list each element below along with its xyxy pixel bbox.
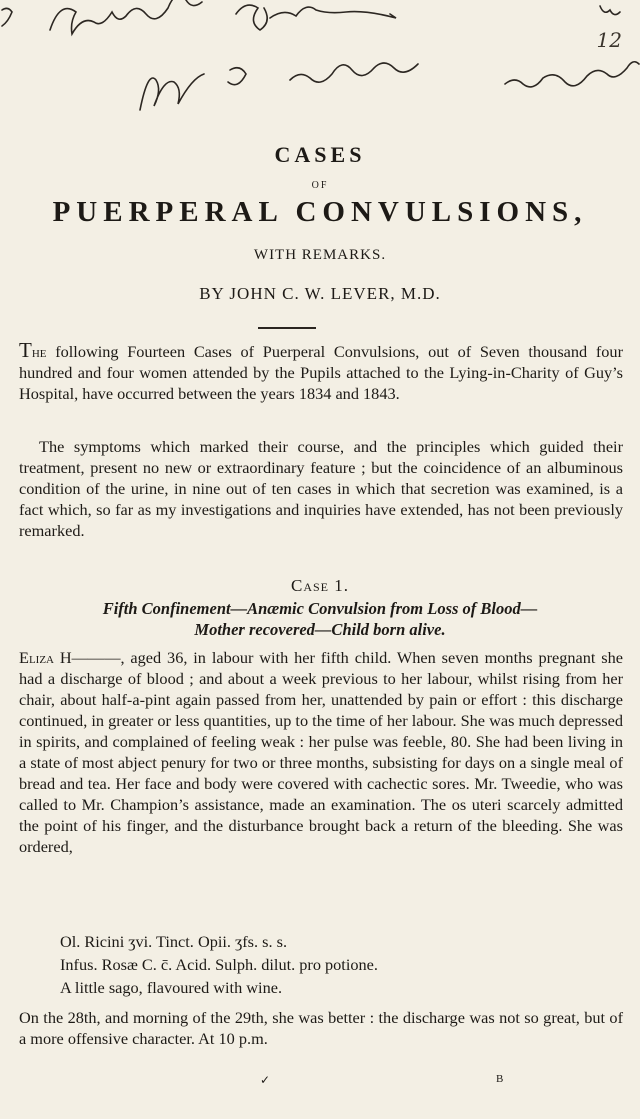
continuation-paragraph: On the 28th, and morning of the 29th, she was better : the discharge was not so great, but of a more offensive character. At 10 p.m. — [19, 1008, 623, 1048]
title-remarks: WITH REMARKS. — [253, 247, 387, 263]
prescription-line-3: A little sago, flavoured with wine. — [60, 978, 283, 997]
title-divider — [258, 327, 316, 329]
second-paragraph: The symptoms which marked their course, and the principles which guided their treatment, present no new or extraordinary feature ; but the coincidence of an albuminous condition of the urine, in nine out of ten cases in which that secretion was examined, is a fact which, so far as my investigations and inquiries have extended, has not been previously remarked. — [19, 437, 623, 540]
signature-mark: B — [496, 1073, 504, 1085]
case-heading: Case 1. — [290, 576, 349, 595]
case-subtitle-line2: Mother recovered—Child born alive. — [194, 620, 446, 639]
case-narrative — [19, 647, 623, 857]
title-author: BY JOHN C. W. LEVER, M.D. — [199, 284, 441, 303]
case-narrative-text: ———, aged 36, in labour with her fifth child. When seven months pregnant she had a discharge of blood ; and about a week previous to her labour, whilst rising from her chair, about half-a-pint again passed from her, unattended by pain or effort : this discharge continued, in greater or less quantities, up to the time of her labour. She was much depressed in spirits, and complained of feeling weak : her pulse was feeble, 80. She had been living in a state of most abject penury for two or three months, subsisting for days on a single meal of bread and tea. Her face and body were covered with cachectic sores. Mr. Tweedie, who was called to Mr. Champion’s assistance, made an examination. The os uteri scarcely admitted the point of his finger, and the disturbance brought back a return of the bleeding. She was ordered, — [19, 648, 623, 856]
footer-mark: ✓ — [260, 1073, 271, 1087]
title-of: OF — [311, 180, 329, 191]
intro-smallcaps: he — [31, 342, 47, 361]
case-subtitle-line1: Fifth Confinement—Anæmic Convulsion from Loss of Blood— — [102, 599, 538, 618]
title-cases: CASES — [274, 142, 366, 167]
page-number-handwritten: 12 — [596, 28, 622, 52]
title-main: PUERPERAL CONVULSIONS, — [52, 196, 588, 228]
patient-name: Eliza H — [19, 648, 72, 667]
prescription-line-1: Ol. Ricini ʒvi. Tinct. Opii. ʒfs. s. s. — [60, 932, 288, 951]
handwritten-inscription — [0, 0, 640, 120]
intro-paragraph — [19, 340, 623, 404]
prescription-line-2: Infus. Rosæ C. c̄. Acid. Sulph. dilut. pro potione. — [60, 955, 378, 974]
drop-cap: T — [19, 338, 32, 362]
intro-text: following Fourteen Cases of Puerperal Convulsions, out of Seven thousand four hundred and four women attended by the Pupils attached to the Lying-in-Charity of Guy’s Hospital, have occurred between the years 1834 and 1843. — [19, 342, 623, 403]
